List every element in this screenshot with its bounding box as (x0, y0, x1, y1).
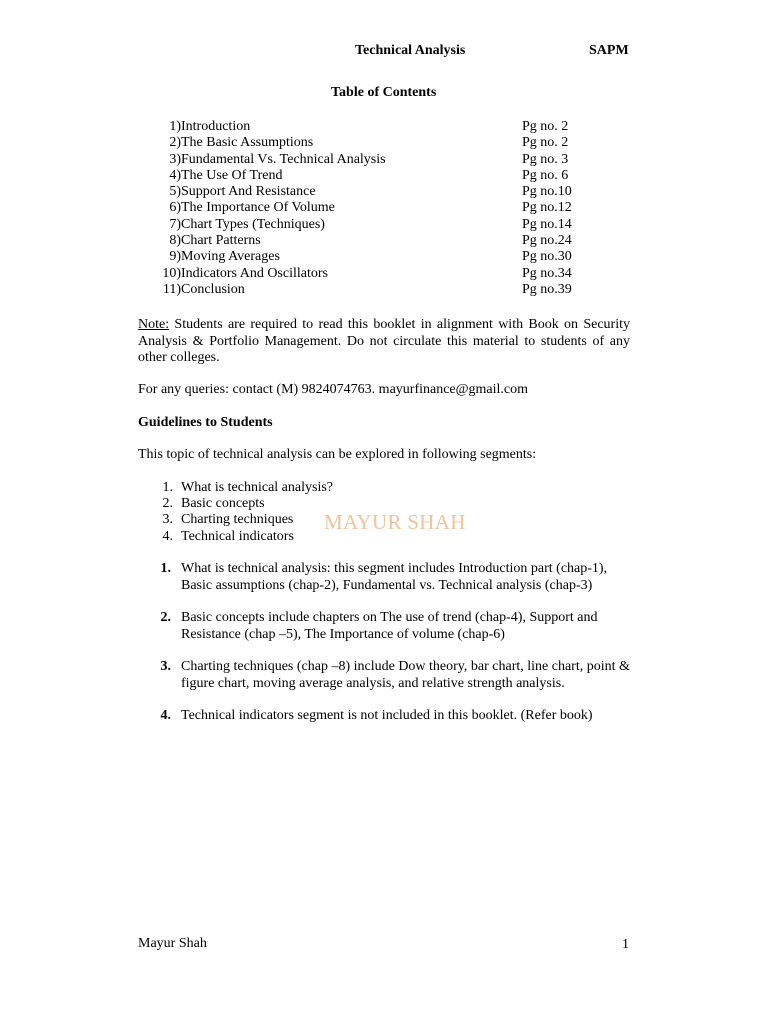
toc-item (159, 217, 629, 233)
toc-item-number: 6) (169, 200, 181, 216)
toc-item-number: 3) (169, 151, 181, 167)
segment-number: 2. (162, 496, 173, 512)
detail-text: Technical indicators segment is not included in this booklet. (Refer book) (181, 708, 593, 723)
toc-item-number: 10) (162, 265, 181, 281)
toc-item-page: Pg no.24 (522, 233, 572, 249)
toc-item-label: Support And Resistance (181, 184, 316, 200)
toc-item (159, 282, 629, 298)
detail-number: 2. (160, 610, 171, 625)
toc-item-page: Pg no.10 (522, 184, 572, 200)
toc-item-number: 9) (169, 249, 181, 265)
page-number: 1 (622, 937, 629, 952)
toc-item-page: Pg no.39 (522, 281, 572, 297)
toc-item-page: Pg no. 2 (522, 135, 569, 151)
toc-item (159, 233, 629, 249)
toc-item-label: The Use Of Trend (181, 167, 283, 183)
note-paragraph (138, 317, 630, 367)
segment-number: 4. (162, 528, 173, 544)
toc-item-label: Indicators And Oscillators (181, 265, 328, 281)
toc-item-number: 7) (169, 216, 181, 232)
segment-number: 1. (162, 480, 173, 495)
toc-item-label: Chart Types (Techniques) (181, 216, 325, 232)
toc-item-number: 8) (169, 233, 181, 249)
toc-item (159, 152, 629, 168)
segment-label: Charting techniques (181, 512, 294, 528)
segment-label: Basic concepts (181, 496, 265, 512)
detail-number: 4. (160, 708, 171, 723)
contact-line: For any queries: contact (M) 9824074763. mayurfinance@gmail.com (138, 382, 529, 397)
toc-item-number: 4) (169, 167, 181, 183)
toc-item (159, 184, 629, 200)
toc-item-page: Pg no.34 (522, 265, 572, 281)
toc-item-label: Moving Averages (181, 249, 280, 265)
detail-text: Charting techniques (chap –8) include Dow theory, bar chart, line chart, point & figure chart, moving average analysis, and relative strength analysis. (181, 659, 630, 691)
toc-item-page: Pg no.14 (522, 216, 572, 232)
toc-item (159, 200, 629, 216)
guidelines-intro: This topic of technical analysis can be explored in following segments: (138, 447, 537, 462)
segment-label: What is technical analysis? (181, 480, 333, 495)
toc-item-label: The Basic Assumptions (181, 135, 314, 151)
toc-item-label: Conclusion (181, 281, 245, 297)
toc-item-label: Introduction (181, 119, 251, 134)
toc-item-page: Pg no. 6 (522, 167, 569, 183)
guidelines-heading: Guidelines to Students (138, 415, 273, 430)
toc-item (159, 135, 629, 151)
toc-item-label: Chart Patterns (181, 233, 261, 249)
toc-item-page: Pg no.30 (522, 249, 572, 265)
toc-item-label: The Importance Of Volume (181, 200, 335, 216)
toc-item (159, 119, 629, 135)
toc-item (159, 249, 629, 265)
toc-title: Table of Contents (331, 85, 437, 100)
toc-list (159, 119, 629, 298)
toc-item-number: 2) (169, 135, 181, 151)
segment-number: 3. (162, 512, 173, 528)
toc-item-page: Pg no. 3 (522, 151, 569, 167)
toc-item-label: Fundamental Vs. Technical Analysis (181, 151, 386, 167)
toc-item (159, 266, 629, 282)
detail-number: 1. (160, 561, 171, 576)
note-label: Note: (138, 317, 170, 332)
toc-item-number: 11) (162, 281, 181, 297)
toc-item-number: 5) (169, 184, 181, 200)
detail-text: Basic concepts include chapters on The use of trend (chap-4), Support and Resistance (chap –5), The Importance of volume (chap-6) (181, 610, 598, 642)
toc-item (159, 168, 629, 184)
detail-number: 3. (160, 659, 171, 674)
header-title: Technical Analysis (355, 43, 466, 58)
toc-item-number: 1) (169, 119, 181, 134)
footer-author: Mayur Shah (138, 936, 207, 951)
detail-text: What is technical analysis: this segment includes Introduction part (chap-1), Basic assumptions (chap-2), Fundamental vs. Technical analysis (chap-3) (181, 561, 608, 593)
watermark: MAYUR SHAH (324, 510, 466, 534)
segment-label: Technical indicators (181, 528, 294, 544)
toc-item-page: Pg no. 2 (522, 119, 569, 134)
toc-item-page: Pg no.12 (522, 200, 572, 216)
header-course-code: SAPM (589, 43, 629, 58)
note-text: Students are required to read this booklet in alignment with Book on Security Analysis & Portfolio Management. Do not circulate this material to students of any other colleges. (138, 317, 630, 365)
